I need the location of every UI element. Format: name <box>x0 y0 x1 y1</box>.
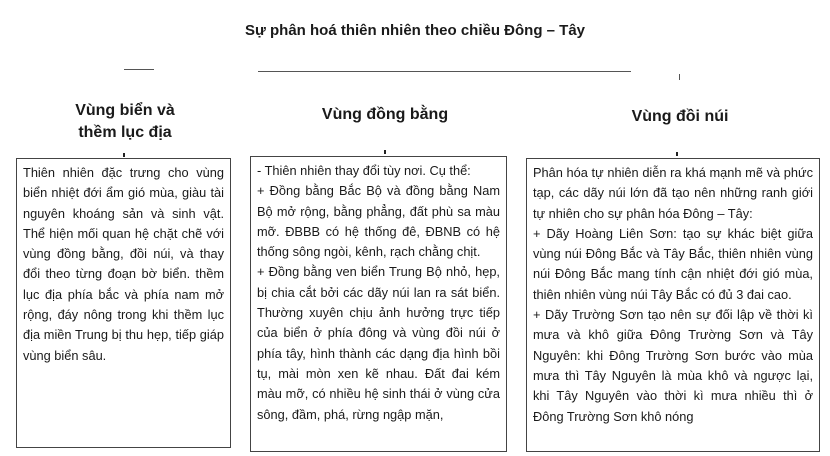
text-mountains-1: + Dãy Hoàng Liên Sơn: tạo sự khác biệt giữa vùng núi Đông Bắc và Tây Bắc, thiên nhiên vùng núi Đông Bắc mang tính cận nhiệt đới gió mùa, thiên nhiên vùng núi Tây Bắc có đủ 3 đai cao. <box>533 225 813 302</box>
heading-sea-shelf-line2: thềm lục địa <box>78 124 172 141</box>
heading-plains <box>270 104 500 126</box>
heading-sea-shelf-line1: Vùng biển và <box>75 102 175 119</box>
text-plains-2: + Đồng bằng ven biển Trung Bộ nhỏ, hẹp, bị chia cắt bởi các dãy núi lan ra sát biển. Thường xuyên chịu ảnh hưởng trực tiếp của biển ở phía đông và vùng đồi núi ở phía tây, hình thành các dạng địa hình bồi tụ, mài mòn xen kẽ nhau. Đất đai kém màu mỡ, có nhiều hệ sinh thái ở vùng cửa sông, đầm, phá, rừng ngập mặn, <box>257 264 500 422</box>
text-plains-1: + Đồng bằng Bắc Bộ và đồng bằng Nam Bộ mở rộng, bằng phẳng, đất phù sa màu mỡ. ĐBBB có hệ thống đê, ĐBNB có hệ thống sông ngòi, kênh, rạch chằng chịt. <box>257 183 500 260</box>
connector-main <box>258 71 631 72</box>
heading-sea-shelf <box>20 100 230 144</box>
heading-plains-line1: Vùng đồng bằng <box>321 106 449 123</box>
tick-mountains <box>676 152 678 156</box>
heading-mountains-line1: Vùng đồi núi <box>631 108 729 125</box>
connector-left <box>124 69 154 70</box>
text-mountains-0: Phân hóa tự nhiên diễn ra khá mạnh mẽ và phức tạp, các dãy núi lớn đã tạo nên những ranh giới tự nhiên cho sự phân hóa Đông – Tây: <box>533 165 813 221</box>
text-plains-0: - Thiên nhiên thay đổi tùy nơi. Cụ thể: <box>257 163 471 178</box>
connector-right-stub <box>679 74 680 80</box>
heading-mountains <box>570 106 790 128</box>
diagram-title: Sự phân hoá thiên nhiên theo chiều Đông – Tây <box>244 22 586 39</box>
box-sea-shelf <box>16 158 231 448</box>
text-mountains-2: + Dãy Trường Sơn tạo nên sự đối lập về thời kì mưa và khô giữa Đông Trường Sơn và Tây Nguyên: khi Đông Trường Sơn bước vào mùa mưa thì Tây Nguyên là mùa khô và ngược lại, khi Tây Nguyên vào thời kì mưa nhiều thì ở Đông Trường Sơn khô nóng <box>533 307 813 424</box>
box-mountains <box>526 158 820 452</box>
text-sea-shelf-0: Thiên nhiên đặc trưng cho vùng biển nhiệt đới ẩm gió mùa, giàu tài nguyên khoáng sản và sinh vật. Thể hiện mối quan hệ chặt chẽ với vùng đồng bằng, đồi núi, và thay đổi theo từng đoạn bờ biển. thềm lục địa phía bắc và phía nam mở rộng, đáy nông trong khi thềm lục địa miền Trung bị thu hẹp, tiếp giáp vùng biển sâu. <box>23 165 224 363</box>
tick-sea-shelf <box>123 153 125 157</box>
box-plains <box>250 156 507 452</box>
tick-plains <box>384 150 386 154</box>
